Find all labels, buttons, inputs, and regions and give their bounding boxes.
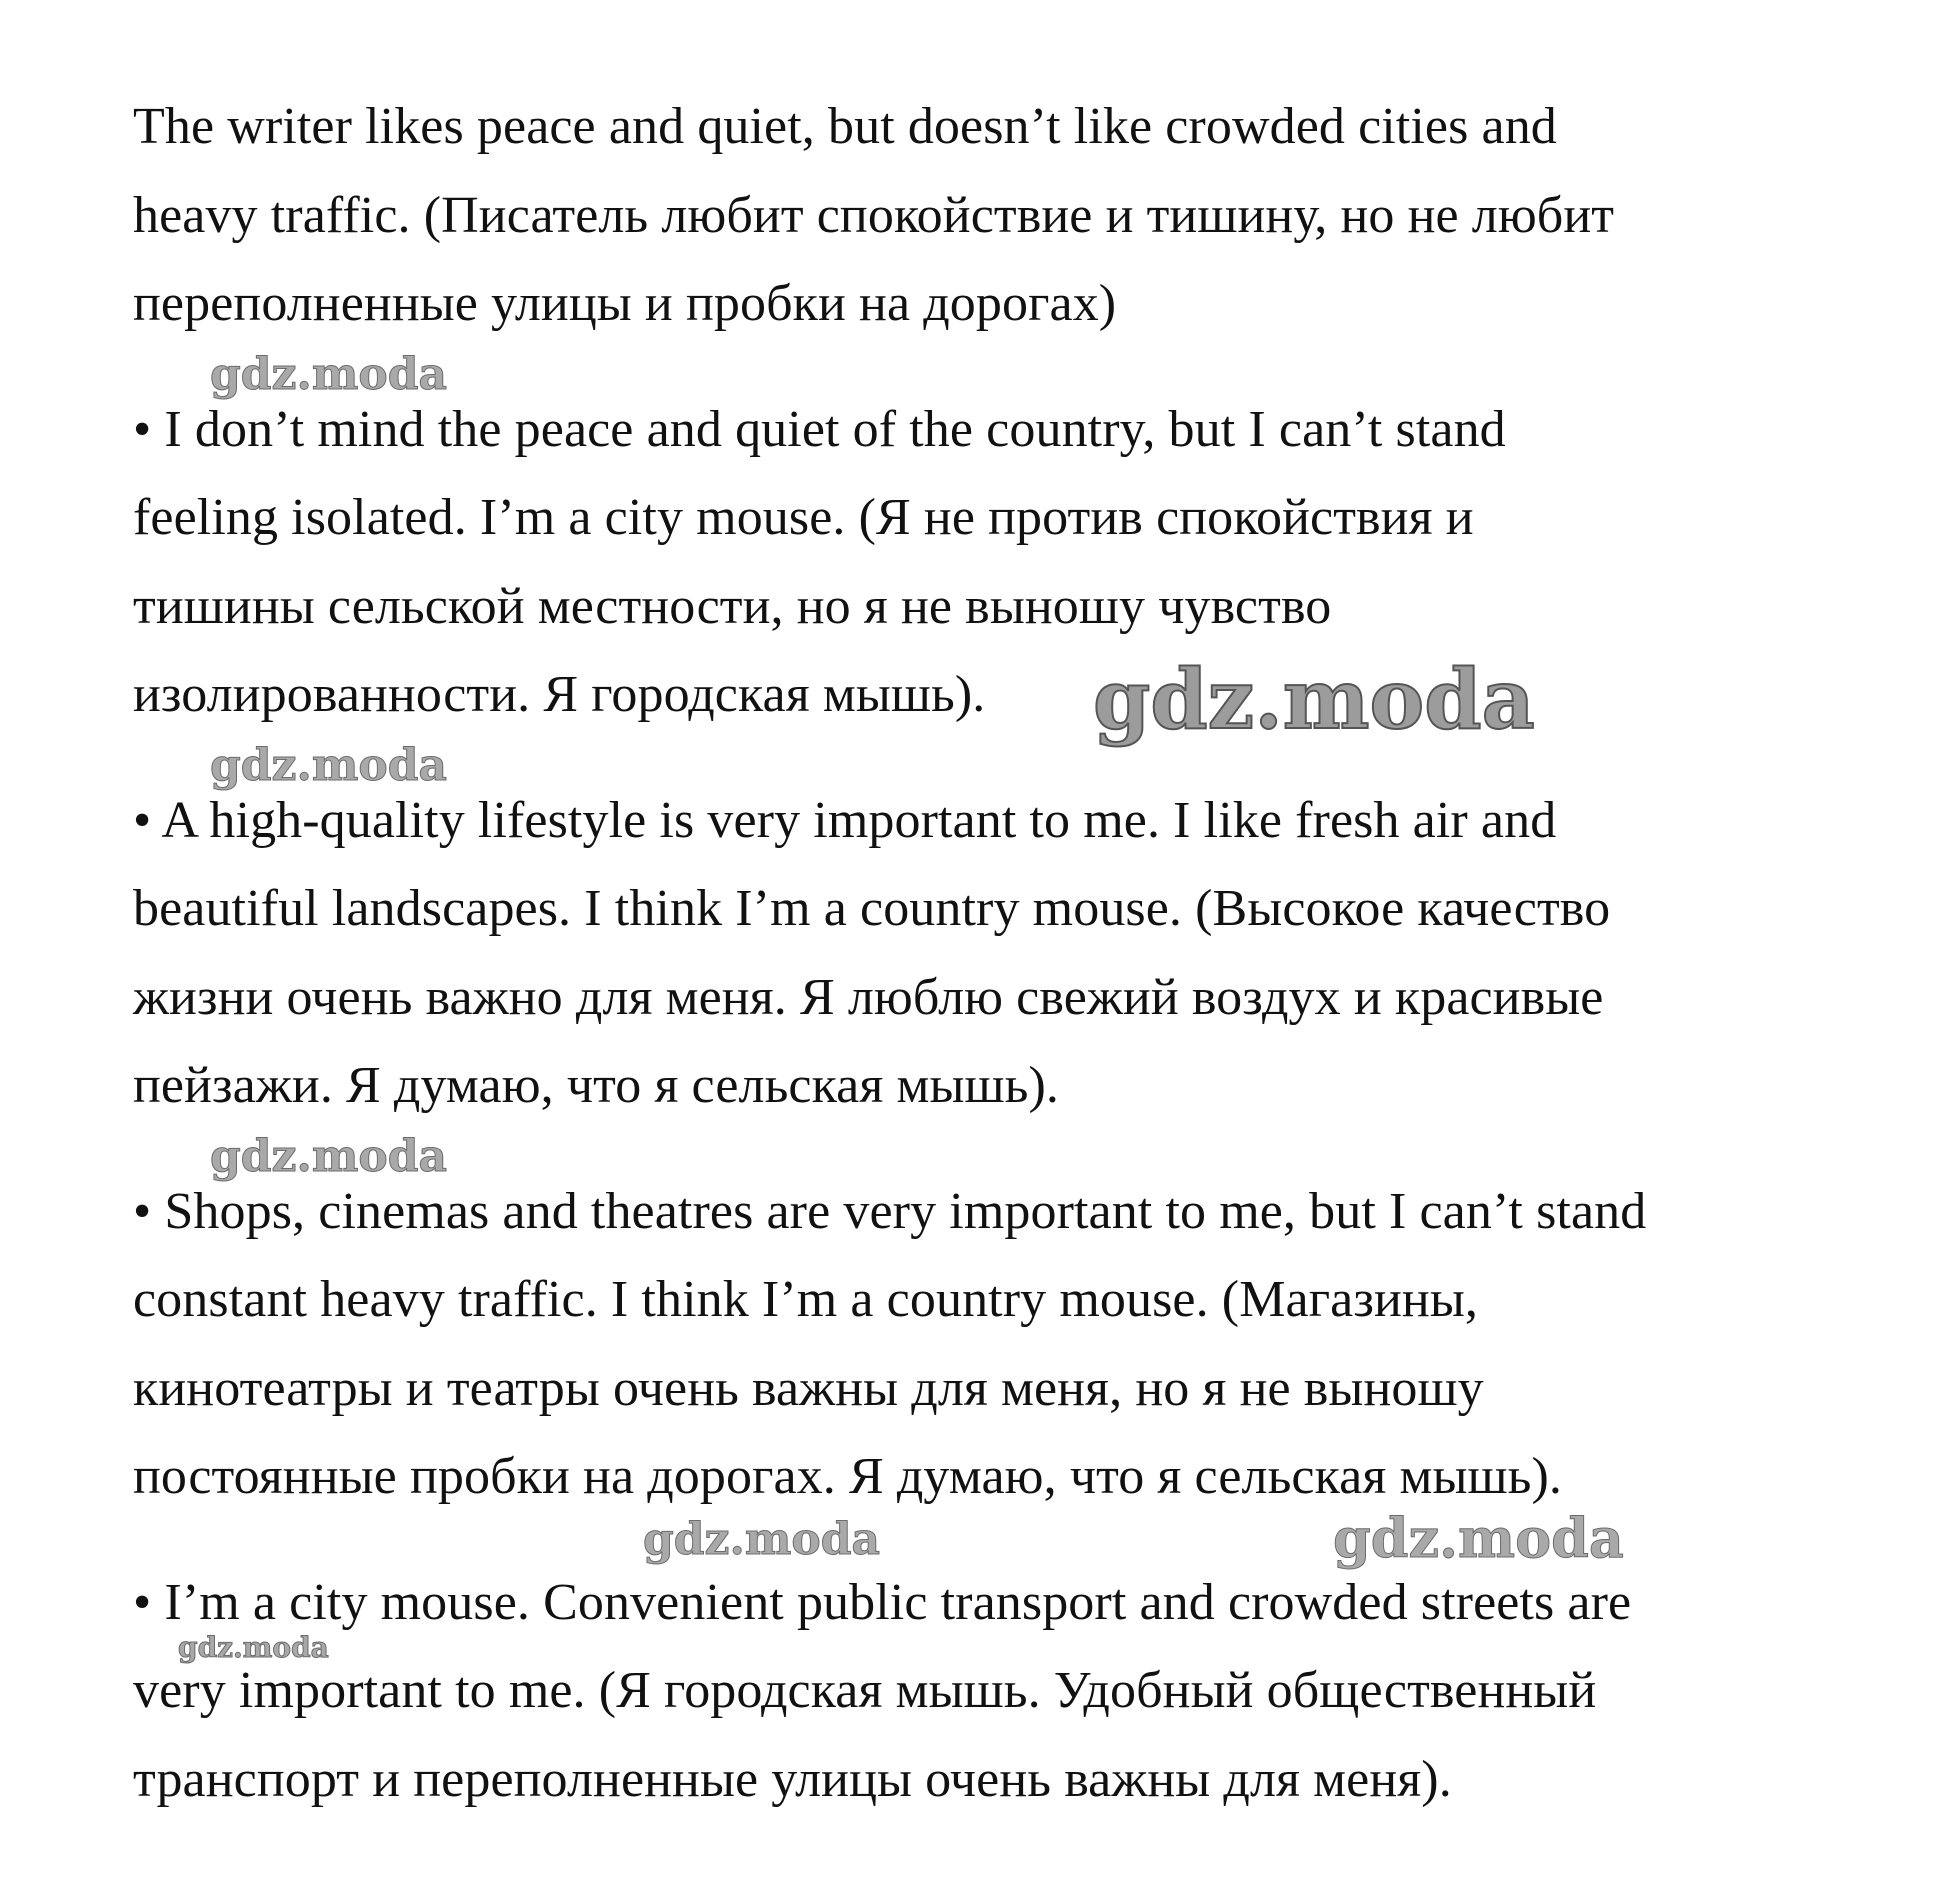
text-line: жизни очень важно для меня. Я люблю свежий воздух и красивые bbox=[133, 969, 1604, 1026]
text-line: heavy traffic. (Писатель любит спокойствие и тишину, но не любит bbox=[133, 187, 1615, 244]
text-line: пейзажи. Я думаю, что я сельская мышь). bbox=[133, 1057, 1059, 1114]
watermark-logo: gdz.moda bbox=[178, 1631, 329, 1664]
watermark-logo: gdz.moda bbox=[210, 1131, 448, 1182]
text-line: beautiful landscapes. I think I’m a country mouse. (Высокое качество bbox=[133, 880, 1611, 937]
watermark-logo: gdz.moda bbox=[210, 349, 448, 400]
text-line: кинотеатры и театры очень важны для меня, но я не выношу bbox=[133, 1360, 1484, 1417]
watermark-logo: gdz.moda bbox=[1093, 652, 1535, 748]
text-line: тишины сельской местности, но я не выношу чувство bbox=[133, 578, 1332, 635]
text-line: • I’m a city mouse. Convenient public transport and crowded streets are bbox=[133, 1574, 1632, 1631]
text-line: constant heavy traffic. I think I’m a country mouse. (Магазины, bbox=[133, 1271, 1478, 1328]
text-line: постоянные пробки на дорогах. Я думаю, что я сельская мышь). bbox=[133, 1448, 1562, 1505]
text-line: • I don’t mind the peace and quiet of the country, but I can’t stand bbox=[133, 401, 1506, 458]
text-line: изолированности. Я городская мышь). bbox=[133, 666, 986, 723]
text-line: переполненные улицы и пробки на дорогах) bbox=[133, 275, 1117, 332]
text-line: feeling isolated. I’m a city mouse. (Я не против спокойствия и bbox=[133, 489, 1474, 546]
text-line: The writer likes peace and quiet, but doesn’t like crowded cities and bbox=[133, 98, 1557, 155]
watermark-logo: gdz.moda bbox=[643, 1514, 881, 1565]
text-line: • A high-quality lifestyle is very important to me. I like fresh air and bbox=[133, 792, 1557, 849]
text-line: very important to me. (Я городская мышь. Удобный общественный bbox=[133, 1662, 1597, 1719]
text-line: • Shops, cinemas and theatres are very important to me, but I can’t stand bbox=[133, 1183, 1647, 1240]
text-line: транспорт и переполненные улицы очень важны для меня). bbox=[133, 1751, 1452, 1808]
watermark-logo: gdz.moda bbox=[1333, 1506, 1624, 1570]
watermark-logo: gdz.moda bbox=[210, 740, 448, 791]
